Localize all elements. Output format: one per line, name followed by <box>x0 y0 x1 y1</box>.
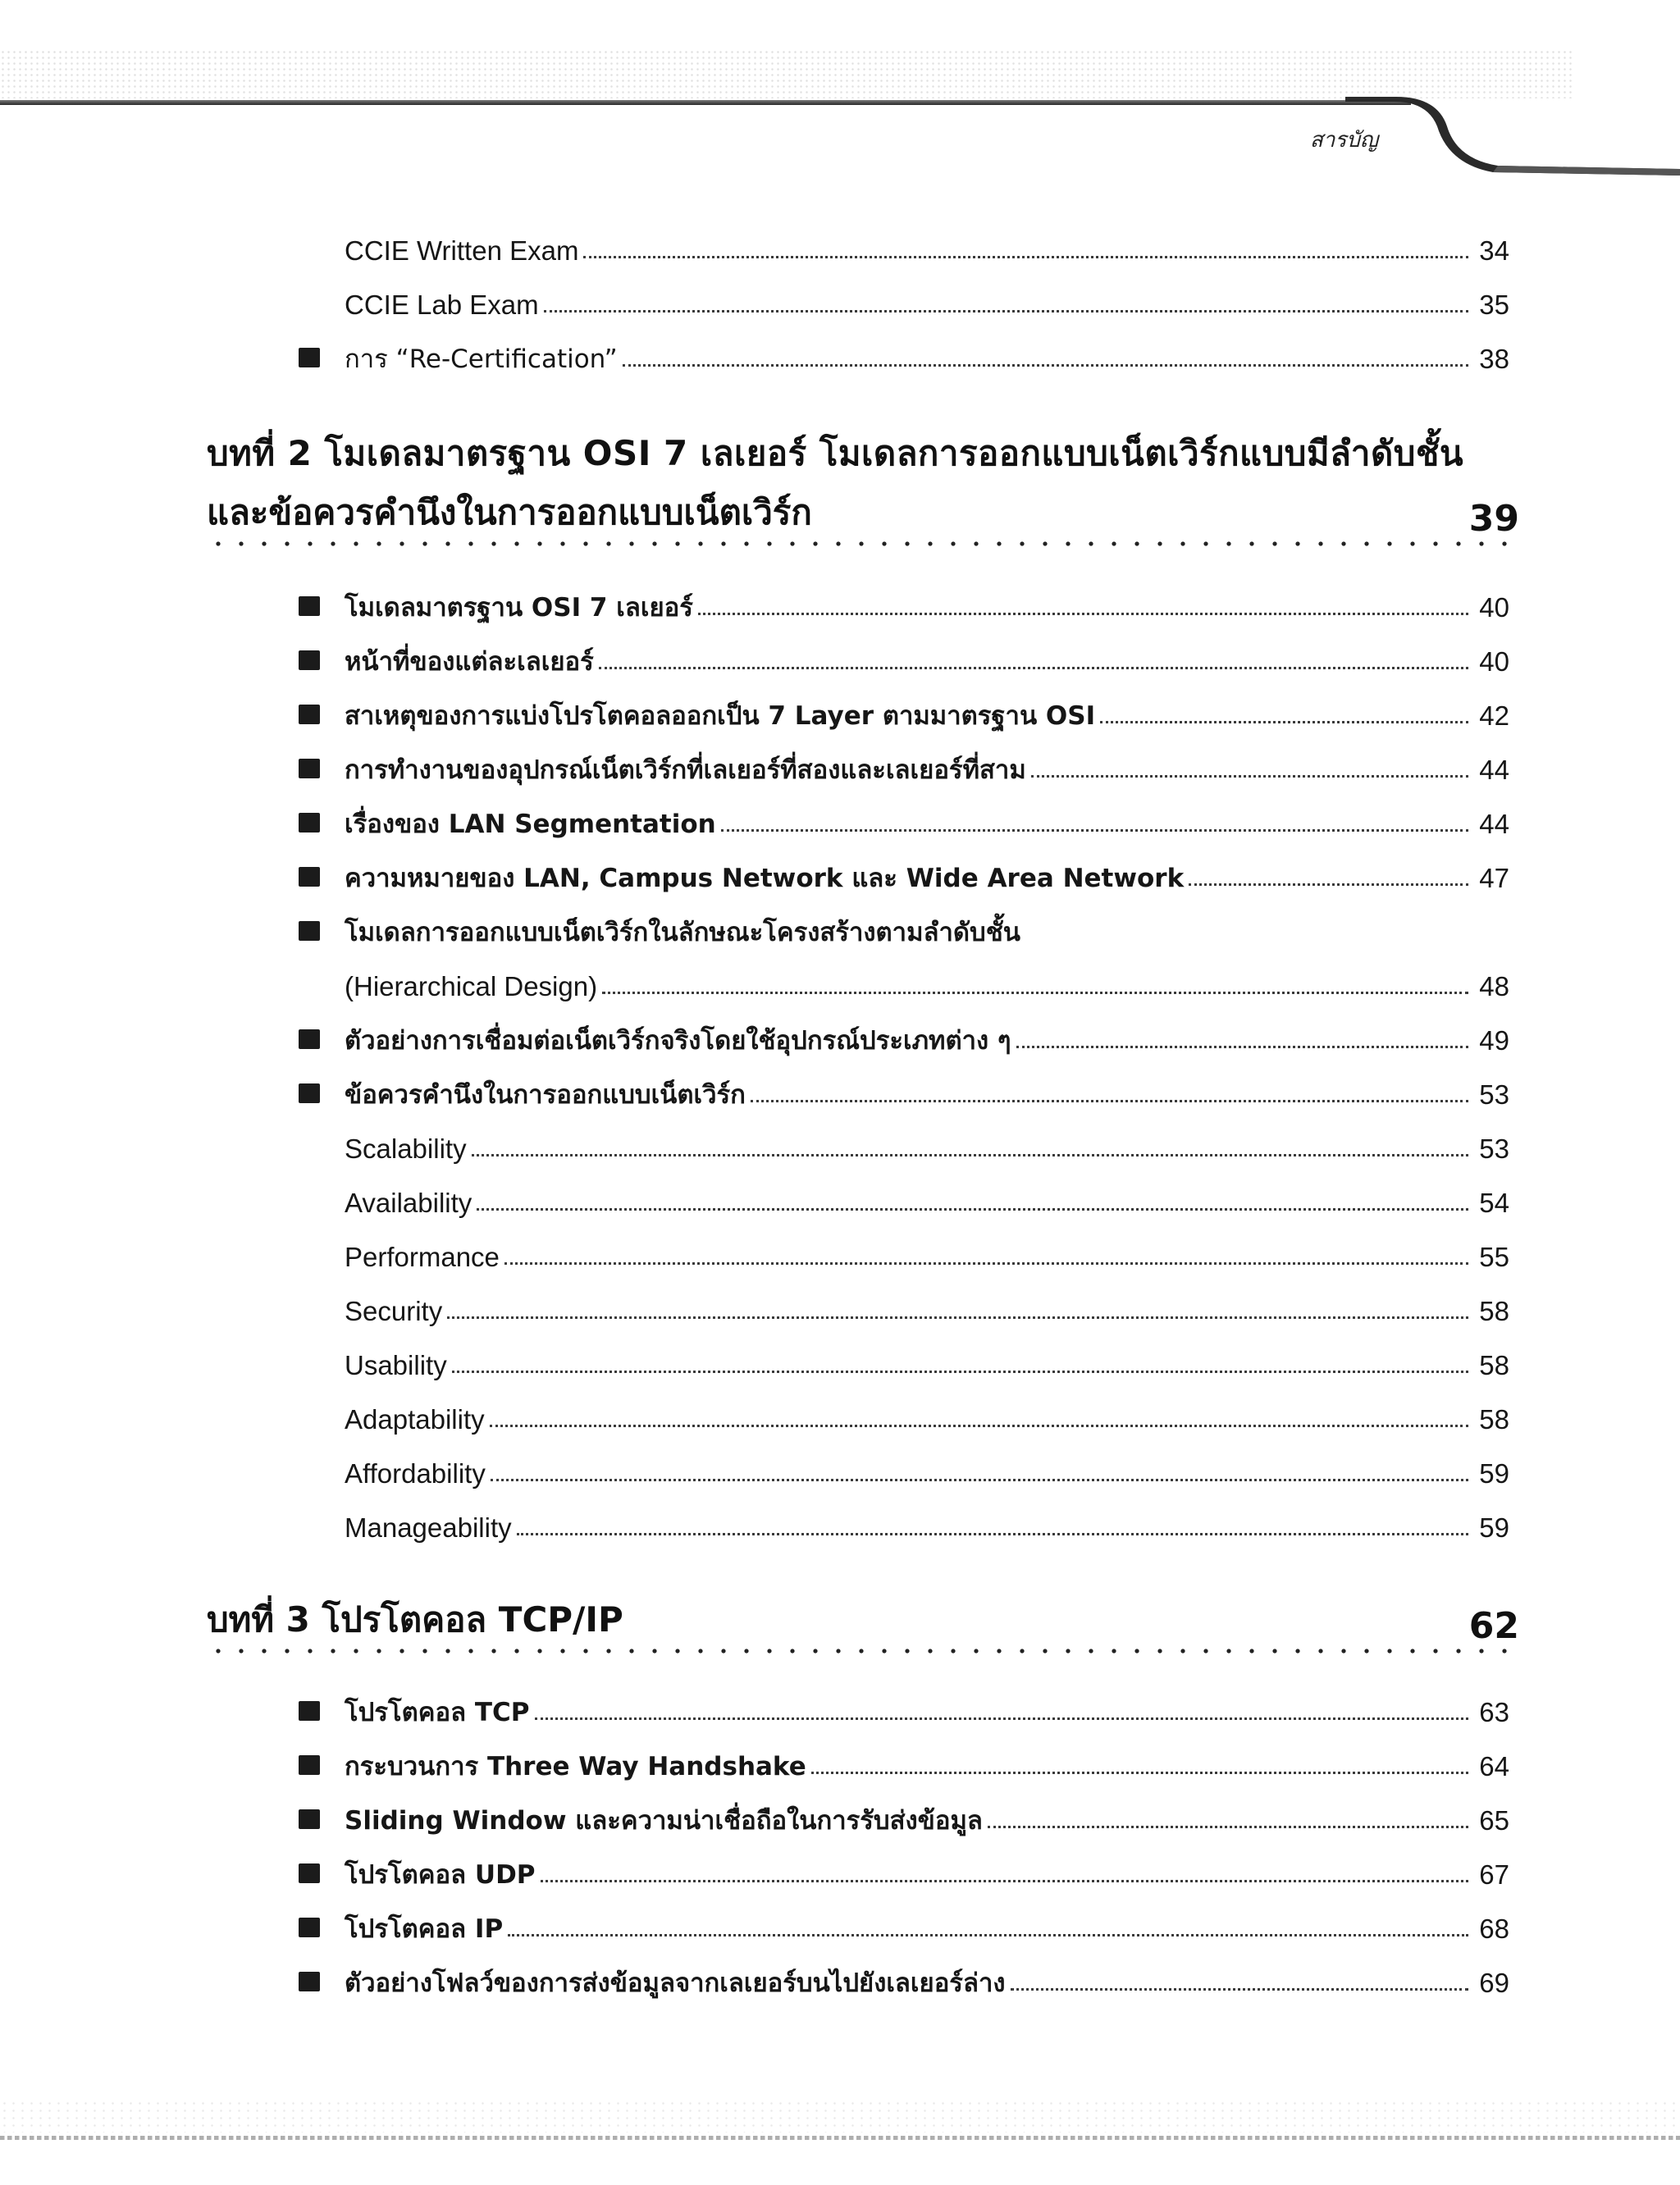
chapter-3-title: บทที่ 3 โปรโตคอล TCP/IP <box>207 1599 623 1640</box>
footer-rule <box>0 2136 1680 2140</box>
dot-leader <box>490 1425 1468 1427</box>
toc-entry <box>345 1118 1509 1162</box>
header-texture <box>0 49 1575 98</box>
toc-entry-page: 40 <box>1479 646 1509 677</box>
header-swoosh-decoration <box>1345 90 1680 189</box>
toc-entry-label: Adaptability <box>345 1404 485 1435</box>
toc-entry-label: โปรโตคอล IP <box>345 1914 504 1944</box>
toc-entry-page: 63 <box>1479 1697 1509 1727</box>
toc-entry <box>299 577 1509 621</box>
toc-entry-page: 47 <box>1479 863 1509 893</box>
toc-entry-page: 69 <box>1479 1968 1509 1998</box>
toc-entry-page: 58 <box>1479 1350 1509 1380</box>
square-bullet-icon <box>299 596 320 616</box>
chapter-2-title-row <box>207 486 1519 540</box>
dot-leader <box>535 1717 1468 1720</box>
dot-leader <box>472 1154 1468 1156</box>
dot-leader <box>751 1100 1468 1102</box>
toc-entry-page: 40 <box>1479 592 1509 623</box>
dot-leader <box>583 256 1468 258</box>
dot-leader <box>491 1479 1468 1481</box>
toc-entry-page: 44 <box>1479 755 1509 785</box>
square-bullet-icon <box>299 348 320 367</box>
square-bullet-icon <box>299 1972 320 1991</box>
dot-leader <box>988 1826 1468 1828</box>
toc-entry-label: Security <box>345 1296 443 1326</box>
chapter-3-dotted-rule <box>207 1649 1519 1654</box>
toc-entry-label: Performance <box>345 1242 500 1272</box>
toc-entry-page: 59 <box>1479 1512 1509 1543</box>
toc-entry-page: 64 <box>1479 1751 1509 1781</box>
square-bullet-icon <box>299 1755 320 1775</box>
square-bullet-icon <box>299 813 320 832</box>
toc-entry <box>345 220 1509 264</box>
toc-entry-label: Affordability <box>345 1458 486 1489</box>
toc-entry <box>299 793 1509 837</box>
toc-entry <box>299 739 1509 783</box>
toc-entry <box>299 1681 1509 1726</box>
toc-entry-label: Sliding Window และความน่าเชื่อถือในการรับส่งข้อมูล <box>345 1806 983 1836</box>
toc-entry-label: CCIE Written Exam <box>345 235 579 266</box>
chapter-2-title-line-2: และข้อควรคำนึงในการออกแบบเน็ตเวิร์ก <box>207 492 812 532</box>
toc-entry-page: 68 <box>1479 1914 1509 1944</box>
dot-leader <box>698 613 1468 615</box>
chapter-2-title-line-1: บทที่ 2 โมเดลมาตรฐาน OSI 7 เลเยอร์ โมเดลการออกแบบเน็ตเวิร์กแบบมีลำดับชั้น <box>207 433 1464 473</box>
dot-leader <box>504 1262 1468 1265</box>
square-bullet-icon <box>299 1701 320 1721</box>
square-bullet-icon <box>299 921 320 941</box>
dot-leader <box>623 364 1468 367</box>
toc-entry-page: 58 <box>1479 1404 1509 1435</box>
toc-entry <box>299 1064 1509 1108</box>
toc-entry <box>299 1790 1509 1834</box>
toc-entry-label: (Hierarchical Design) <box>345 971 598 1001</box>
toc-entry <box>345 1280 1509 1325</box>
running-head: สารบัญ <box>1309 128 1378 153</box>
toc-entry-page: 42 <box>1479 700 1509 731</box>
chapter-3-page: 62 <box>1468 1605 1519 1647</box>
toc-entry-page: 65 <box>1479 1805 1509 1836</box>
toc-entry-page: 53 <box>1479 1079 1509 1110</box>
dot-leader <box>1016 1046 1468 1048</box>
square-bullet-icon <box>299 1083 320 1103</box>
toc-entry-label: ตัวอย่างโฟลว์ของการส่งข้อมูลจากเลเยอร์บนไปยังเลเยอร์ล่าง <box>345 1968 1006 1998</box>
toc-entry-page: 55 <box>1479 1242 1509 1272</box>
dot-leader <box>477 1208 1468 1211</box>
toc-entry-page: 67 <box>1479 1859 1509 1890</box>
toc-entry-label: Availability <box>345 1188 472 1218</box>
toc-entry <box>345 956 1509 1000</box>
toc-entry <box>299 1952 1509 1996</box>
header-rule <box>0 100 1411 105</box>
toc-entry-page: 34 <box>1479 235 1509 266</box>
dot-leader <box>452 1371 1468 1373</box>
dot-leader <box>1031 775 1468 778</box>
square-bullet-icon <box>299 650 320 670</box>
square-bullet-icon <box>299 1863 320 1883</box>
dot-leader <box>508 1934 1468 1936</box>
dot-leader <box>602 992 1468 994</box>
square-bullet-icon <box>299 1809 320 1829</box>
dot-leader <box>811 1772 1468 1774</box>
dot-leader <box>447 1316 1468 1319</box>
toc-entry-label: ความหมายของ LAN, Campus Network และ Wide Area Network <box>345 864 1185 893</box>
toc-entry <box>345 1226 1509 1270</box>
dot-leader <box>541 1880 1468 1882</box>
toc-entry-label: การทำงานของอุปกรณ์เน็ตเวิร์กที่เลเยอร์ที่สองและเลเยอร์ที่สาม <box>345 755 1026 785</box>
toc-entry-page: 53 <box>1479 1134 1509 1164</box>
toc-entry <box>299 1736 1509 1780</box>
toc-entry-label: โปรโตคอล TCP <box>345 1698 530 1727</box>
toc-entry-label: การ “Re-Certification” <box>345 344 618 374</box>
toc-entry-page: 58 <box>1479 1296 1509 1326</box>
dot-leader <box>721 829 1468 832</box>
chapter-3-title-row <box>207 1593 1519 1647</box>
toc-entry-label: ตัวอย่างการเชื่อมต่อเน็ตเวิร์กจริงโดยใช้อุปกรณ์ประเภทต่าง ๆ <box>345 1026 1011 1056</box>
toc-entry-page: 35 <box>1479 290 1509 320</box>
toc-entry-label: Usability <box>345 1350 447 1380</box>
chapter-2-page: 39 <box>1468 498 1519 540</box>
toc-entry-label: ข้อควรคำนึงในการออกแบบเน็ตเวิร์ก <box>345 1080 746 1110</box>
toc-entry <box>299 901 1509 946</box>
toc-entry-label: โมเดลการออกแบบเน็ตเวิร์กในลักษณะโครงสร้างตามลำดับชั้น <box>345 918 1020 947</box>
toc-entry-page: 48 <box>1479 971 1509 1001</box>
toc-entry-label: กระบวนการ Three Way Handshake <box>345 1752 806 1781</box>
toc-entry <box>345 1334 1509 1379</box>
toc-entry-label: โปรโตคอล UDP <box>345 1860 536 1890</box>
toc-entry-label: Manageability <box>345 1512 512 1543</box>
dot-leader <box>544 310 1468 312</box>
dot-leader <box>517 1533 1468 1535</box>
toc-entry <box>299 328 1509 372</box>
square-bullet-icon <box>299 705 320 724</box>
toc-entry-label: สาเหตุของการแบ่งโปรโตคอลออกเป็น 7 Layer ตามมาตรฐาน OSI <box>345 701 1096 731</box>
toc-entry-label: Scalability <box>345 1134 467 1164</box>
dot-leader <box>1100 721 1468 723</box>
toc-entry <box>345 1443 1509 1487</box>
toc-entry-label: CCIE Lab Exam <box>345 290 539 320</box>
footer-texture <box>0 2100 1680 2133</box>
toc-entry <box>299 685 1509 729</box>
toc-entry <box>345 1389 1509 1433</box>
square-bullet-icon <box>299 867 320 887</box>
toc-entry-page: 59 <box>1479 1458 1509 1489</box>
toc-entry <box>345 1497 1509 1541</box>
toc-entry-label: หน้าที่ของแต่ละเลเยอร์ <box>345 647 594 677</box>
toc-entry-page: 49 <box>1479 1025 1509 1056</box>
toc-entry <box>299 1010 1509 1054</box>
toc-entry <box>299 1898 1509 1942</box>
toc-entry-page: 54 <box>1479 1188 1509 1218</box>
dot-leader <box>1189 883 1468 886</box>
toc-entry <box>299 631 1509 675</box>
square-bullet-icon <box>299 1029 320 1049</box>
square-bullet-icon <box>299 759 320 778</box>
dot-leader <box>1011 1988 1468 1991</box>
toc-entry <box>299 847 1509 892</box>
toc-entry-label: โมเดลมาตรฐาน OSI 7 เลเยอร์ <box>345 593 693 623</box>
toc-entry-page: 44 <box>1479 809 1509 839</box>
toc-entry-label: เรื่องของ LAN Segmentation <box>345 810 716 839</box>
toc-entry <box>299 1844 1509 1888</box>
square-bullet-icon <box>299 1918 320 1937</box>
toc-entry <box>345 1172 1509 1216</box>
toc-entry <box>345 274 1509 318</box>
chapter-2-dotted-rule <box>207 541 1519 546</box>
toc-entry-page: 38 <box>1479 344 1509 374</box>
dot-leader <box>599 667 1468 669</box>
